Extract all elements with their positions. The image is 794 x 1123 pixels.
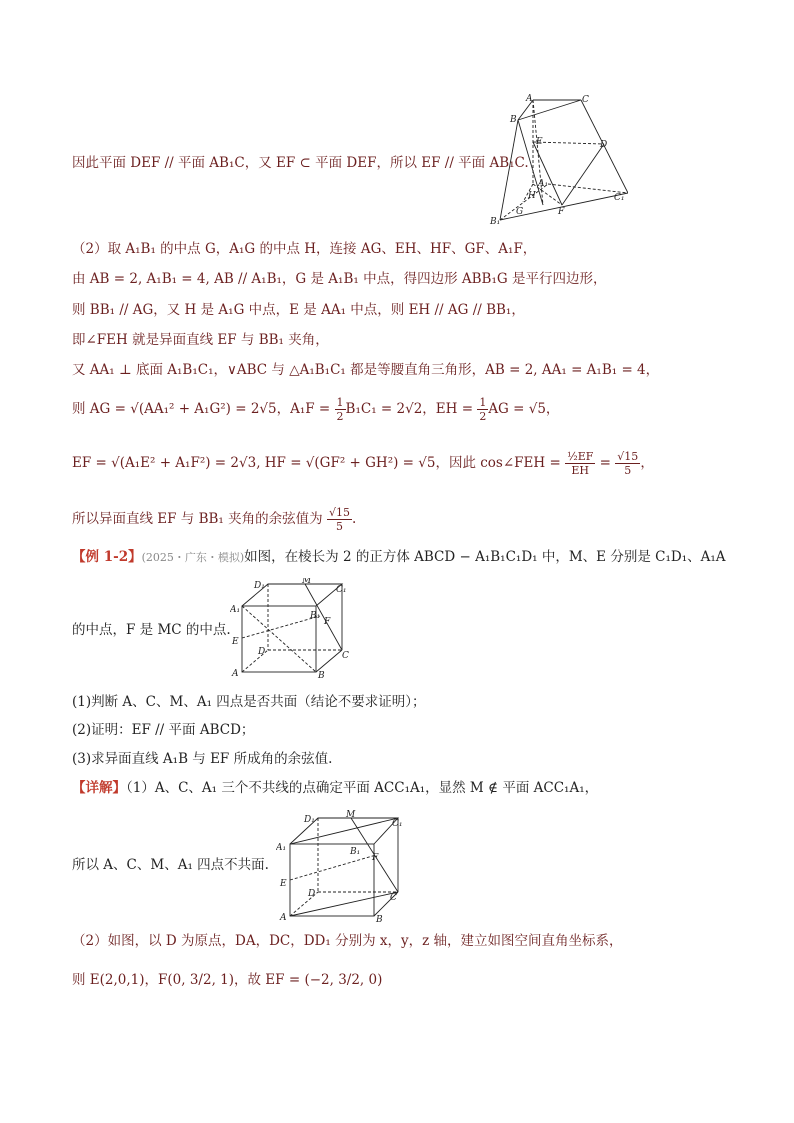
formula-part: ，故 EF = xyxy=(234,972,305,988)
example-text: 如图，在棱长为 2 的正方体 ABCD − A₁B₁C₁D₁ 中，M、E 分别是 C₁D₁、A₁A xyxy=(244,549,726,565)
fig2-label-D: D xyxy=(258,647,266,657)
fig2-label-M: M xyxy=(302,578,312,586)
fig2-label-A: A xyxy=(232,669,239,678)
solution-text: 所以 A、C、M、A₁ 四点不共面. xyxy=(72,857,269,873)
fig2-label-C: C xyxy=(342,651,349,661)
question-3: (3)求异面直线 A₁B 与 EF 所成角的余弦值. xyxy=(72,751,333,767)
fraction-sqrt15: $\frac{√15}{5}$ xyxy=(328,506,350,533)
text-line-formula xyxy=(72,450,654,477)
solution-formula xyxy=(72,970,382,990)
fig1-label-B1: B₁ xyxy=(490,217,501,227)
fig2-label-A1: A₁ xyxy=(230,605,241,615)
example-tag: 【例 1-2】 xyxy=(72,549,142,565)
fig1-label-H: H xyxy=(528,191,536,201)
text-line: （2）取 A₁B₁ 的中点 G，A₁G 的中点 H，连接 AG、EH、HF、GF、A₁F， xyxy=(72,241,537,257)
figure-cube-2 xyxy=(276,810,406,922)
fig3-label-A: A xyxy=(280,913,287,922)
solution-text: （1）A、C、A₁ 三个不共线的点确定平面 ACC₁A₁，显然 M ∉ 平面 ACC₁A₁， xyxy=(126,780,599,796)
figure-cube-1 xyxy=(230,578,350,678)
formula-part: 所以异面直线 EF 与 BB₁ 夹角的余弦值为 xyxy=(72,511,327,527)
example-heading xyxy=(72,547,726,568)
text-line: 因此平面 DEF // 平面 AB₁C，又 EF ⊂ 平面 DEF，所以 EF // 平面 AB₁C. xyxy=(72,155,529,171)
text-line-formula xyxy=(72,506,356,533)
text-line-formula xyxy=(72,396,559,423)
fig3-label-A1: A₁ xyxy=(276,843,287,853)
formula-part: 则 AG = √(AA₁² + A₁G²) = 2√5，A₁F = xyxy=(72,401,335,417)
fig1-label-G: G xyxy=(516,207,524,217)
formula-part: . xyxy=(351,511,357,527)
fig3-label-C1: C₁ xyxy=(392,819,403,829)
text-line: 即∠FEH 就是异面直线 EF 与 BB₁ 夹角， xyxy=(72,332,329,348)
formula-part: EF = √(A₁E² + A₁F²) = 2√3, HF = √(GF² + GH²) = √5，因此 cos∠FEH = xyxy=(72,455,566,471)
fig1-label-E: E xyxy=(536,137,543,147)
fig3-label-D1: D₁ xyxy=(304,815,315,825)
formula-part: B₁C₁ = 2√2，EH = xyxy=(345,401,478,417)
fig2-label-B: B xyxy=(318,671,325,678)
fig3-label-C: C xyxy=(390,893,397,903)
fig2-label-E: E xyxy=(232,637,239,647)
fraction-sqrt15: $\frac{√15}{5}$ xyxy=(617,450,639,477)
fig3-label-F: F xyxy=(372,853,379,863)
text-line: 又 AA₁ ⊥ 底面 A₁B₁C₁，∨ABC 与 △A₁B₁C₁ 都是等腰直角三角形，AB = 2, AA₁ = A₁B₁ = 4， xyxy=(72,362,660,378)
question-1: (1)判断 A、C、M、A₁ 四点是否共面（结论不要求证明）； xyxy=(72,694,426,710)
fraction-half: $\frac{1}{2}$ xyxy=(336,396,344,423)
fig3-label-D: D xyxy=(308,889,316,899)
question-2: (2)证明：EF // 平面 ABCD； xyxy=(72,722,255,738)
fig3-label-E: E xyxy=(280,879,287,889)
solution-tag: 【详解】 xyxy=(72,780,126,796)
formula-part: 则 E(2,0,1)，F xyxy=(72,972,168,988)
fig1-label-C1: C₁ xyxy=(614,193,625,203)
formula-part: = xyxy=(595,455,616,471)
example-source: (2025・广东・模拟) xyxy=(141,551,245,564)
fig2-label-F: F xyxy=(324,617,331,627)
fraction-cos: $\frac{\text{½EF}}{EH}$ xyxy=(567,450,594,477)
text-line: 则 BB₁ // AG，又 H 是 A₁G 中点，E 是 AA₁ 中点，则 EH // AG // BB₁， xyxy=(72,302,525,318)
fig3-label-B: B xyxy=(376,915,383,922)
fig2-label-D1: D₁ xyxy=(254,581,265,591)
fig3-label-M: M xyxy=(346,810,356,820)
solution-text: （2）如图，以 D 为原点，DA，DC，DD₁ 分别为 x，y，z 轴，建立如图空间直角坐标系， xyxy=(72,933,623,949)
vector-EF: (−2, 3/2, 0) xyxy=(304,972,383,988)
fig2-label-B1: B₁ xyxy=(310,611,321,621)
fig3-label-B1: B₁ xyxy=(350,847,361,857)
fraction-half: $\frac{1}{2}$ xyxy=(479,396,487,423)
fig1-label-B: B xyxy=(510,115,517,125)
example-text: 的中点，F 是 MC 的中点. xyxy=(72,622,231,638)
fig2-label-C1: C₁ xyxy=(336,585,347,595)
text-line: 由 AB = 2, A₁B₁ = 4, AB // A₁B₁，G 是 A₁B₁ 中点，得四边形 ABB₁G 是平行四边形， xyxy=(72,271,607,287)
coord-F: (0, 3/2, 1) xyxy=(167,972,235,988)
solution-heading xyxy=(72,778,598,798)
formula-part: ， xyxy=(640,455,654,471)
formula-part: AG = √5， xyxy=(488,401,560,417)
fig1-label-F: F xyxy=(558,207,565,217)
fig1-label-D: D xyxy=(600,140,608,150)
fig1-label-A: A xyxy=(526,94,533,104)
fig1-label-A1: A₁ xyxy=(538,179,549,189)
fig1-label-C: C xyxy=(582,95,589,105)
